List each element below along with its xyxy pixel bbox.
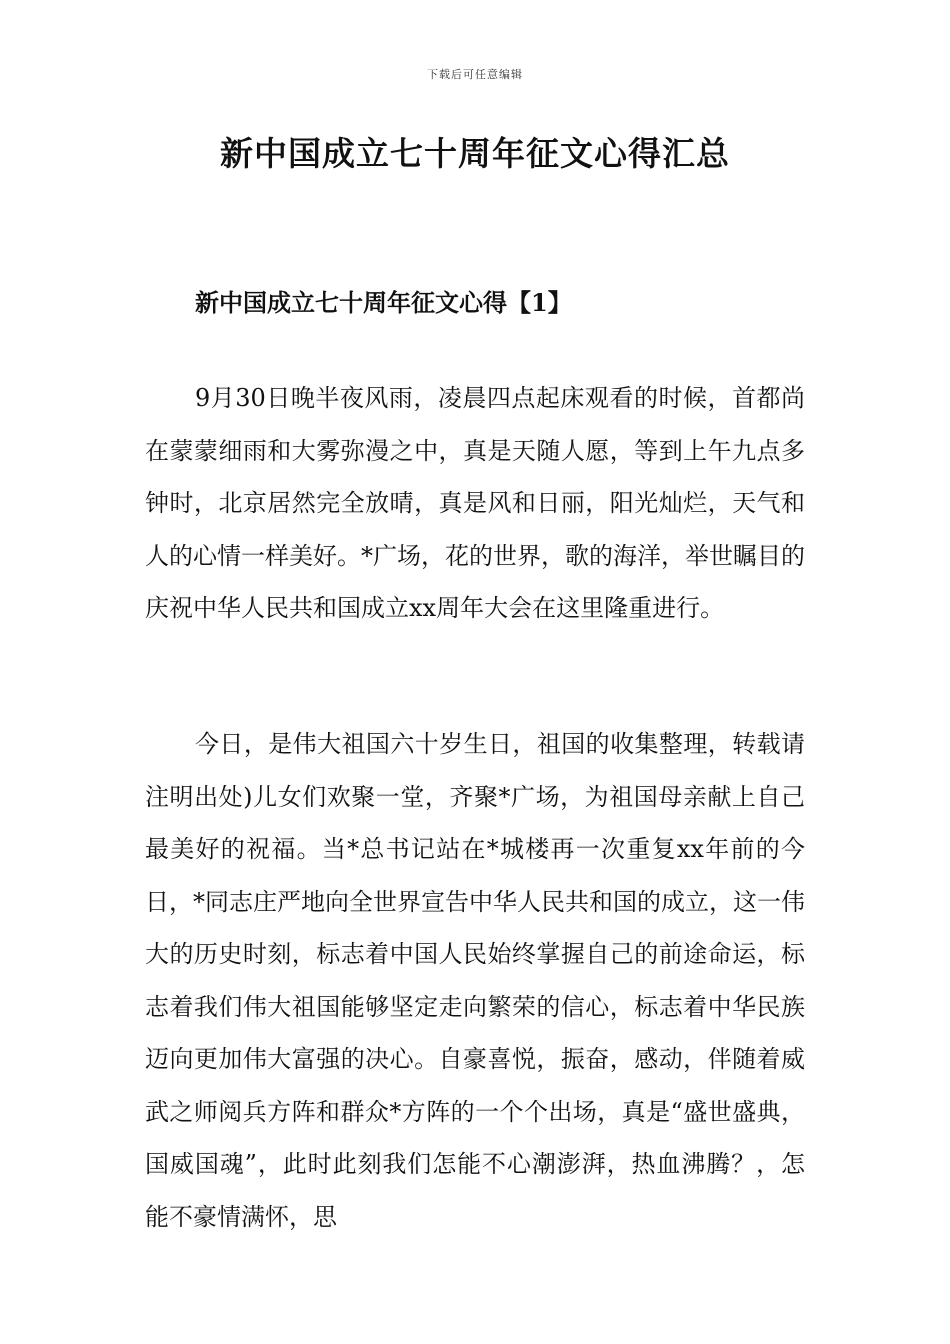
- section-heading: 新中国成立七十周年征文心得【1】: [195, 288, 572, 317]
- header-note: 下载后可任意编辑: [427, 68, 523, 81]
- paragraph-2: 今日，是伟大祖国六十岁生日，祖国的收集整理，转载请注明出处)儿女们欢聚一堂，齐聚*广场，为祖国母亲献上自己最美好的祝福。当*总书记站在*城楼再一次重复xx年前的今日，*同志庄严地向全世界宣告中华人民共和国的成立，这一伟大的历史时刻，标志着中国人民始终掌握自己的前途命运，标志着我们伟大祖国能够坚定走向繁荣的信心，标志着中华民族迈向更加伟大富强的决心。自豪喜悦，振奋，感动，伴随着威武之师阅兵方阵和群众*方阵的一个个出场，真是“盛世盛典，国威国魂”，此时此刻我们怎能不心潮澎湃，热血沸腾？，怎能不豪情满怀，思: [145, 730, 805, 1231]
- document-title: 新中国成立七十周年征文心得汇总: [220, 134, 730, 173]
- paragraph-1: 9月30日晚半夜风雨，凌晨四点起床观看的时候，首都尚在蒙蒙细雨和大雾弥漫之中，真是天随人愿，等到上午九点多钟时，北京居然完全放晴，真是风和日丽，阳光灿烂，天气和人的心情一样美好。*广场，花的世界，歌的海洋，举世瞩目的庆祝中华人民共和国成立xx周年大会在这里隆重进行。: [145, 384, 805, 622]
